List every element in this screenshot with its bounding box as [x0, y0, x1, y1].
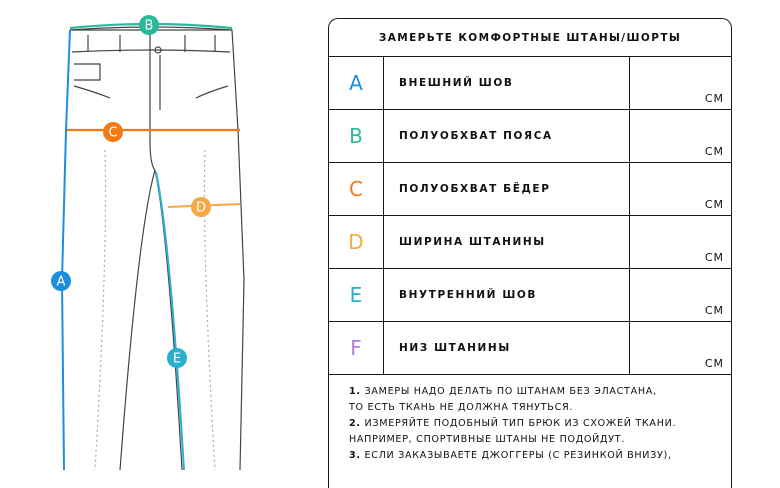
note-text: ЗАМЕРЫ НАДО ДЕЛАТЬ ПО ШТАНАМ БЕЗ ЭЛАСТАНА, [364, 386, 657, 397]
marker-b [139, 15, 159, 35]
note-text: ИЗМЕРЯЙТЕ ПОДОБНЫЙ ТИП БРЮК ИЗ СХОЖЕЙ ТКАНИ. [364, 418, 677, 429]
row-label: ПОЛУОБХВАТ ПОЯСА [384, 110, 630, 162]
row-label: ВНЕШНИЙ ШОВ [384, 57, 630, 109]
unit-label: СМ [704, 251, 724, 264]
note-item [349, 416, 719, 432]
row-label: ШИРИНА ШТАНИНЫ [384, 216, 630, 268]
row-label: ВНУТРЕННИЙ ШОВ [384, 269, 630, 321]
unit-label: СМ [704, 145, 724, 158]
unit-label: СМ [704, 92, 724, 105]
row-letter: B [329, 110, 384, 162]
table-row [329, 269, 731, 322]
unit-label: СМ [704, 198, 724, 211]
marker-d [191, 197, 211, 217]
marker-d-label: D [195, 200, 207, 216]
value-cell[interactable] [630, 216, 731, 268]
note-text-continued: НАПРИМЕР, СПОРТИВНЫЕ ШТАНЫ НЕ ПОДОЙДУТ. [349, 434, 626, 445]
pants-illustration [0, 0, 300, 470]
outseam-line [62, 30, 70, 470]
unit-label: СМ [704, 357, 724, 370]
note-item [349, 448, 719, 464]
note-text-continued: ТО ЕСТЬ ТКАНЬ НЕ ДОЛЖНА ТЯНУТЬСЯ. [349, 402, 574, 413]
pants-outline [62, 27, 244, 470]
row-letter: F [329, 322, 384, 374]
value-cell[interactable] [630, 269, 731, 321]
table-row [329, 57, 731, 110]
marker-a-label: A [56, 274, 66, 290]
marker-c [103, 122, 123, 142]
unit-label: СМ [704, 304, 724, 317]
row-letter: C [329, 163, 384, 215]
row-letter: E [329, 269, 384, 321]
marker-e [167, 348, 187, 368]
table-row [329, 163, 731, 216]
note-text: ЕСЛИ ЗАКАЗЫВАЕТЕ ДЖОГГЕРЫ (С РЕЗИНКОЙ ВНИЗУ), [364, 450, 672, 461]
note-number: 3. [349, 450, 361, 461]
value-cell[interactable] [630, 110, 731, 162]
marker-b-label: B [144, 18, 154, 34]
pants-drawing [0, 0, 300, 470]
table-row [329, 216, 731, 269]
row-letter: A [329, 57, 384, 109]
marker-a [51, 271, 71, 291]
row-label: НИЗ ШТАНИНЫ [384, 322, 630, 374]
value-cell[interactable] [630, 163, 731, 215]
note-item [349, 384, 719, 400]
notes-section [329, 375, 731, 464]
marker-e-label: E [172, 351, 182, 367]
row-letter: D [329, 216, 384, 268]
table-title: ЗАМЕРЬТЕ КОМФОРТНЫЕ ШТАНЫ/ШОРТЫ [329, 19, 731, 57]
note-number: 2. [349, 418, 361, 429]
value-cell[interactable] [630, 322, 731, 374]
marker-c-label: C [108, 125, 118, 141]
row-label: ПОЛУОБХВАТ БЁДЕР [384, 163, 630, 215]
measurement-table [328, 18, 732, 488]
note-number: 1. [349, 386, 361, 397]
table-row [329, 110, 731, 163]
value-cell[interactable] [630, 57, 731, 109]
table-row [329, 322, 731, 375]
